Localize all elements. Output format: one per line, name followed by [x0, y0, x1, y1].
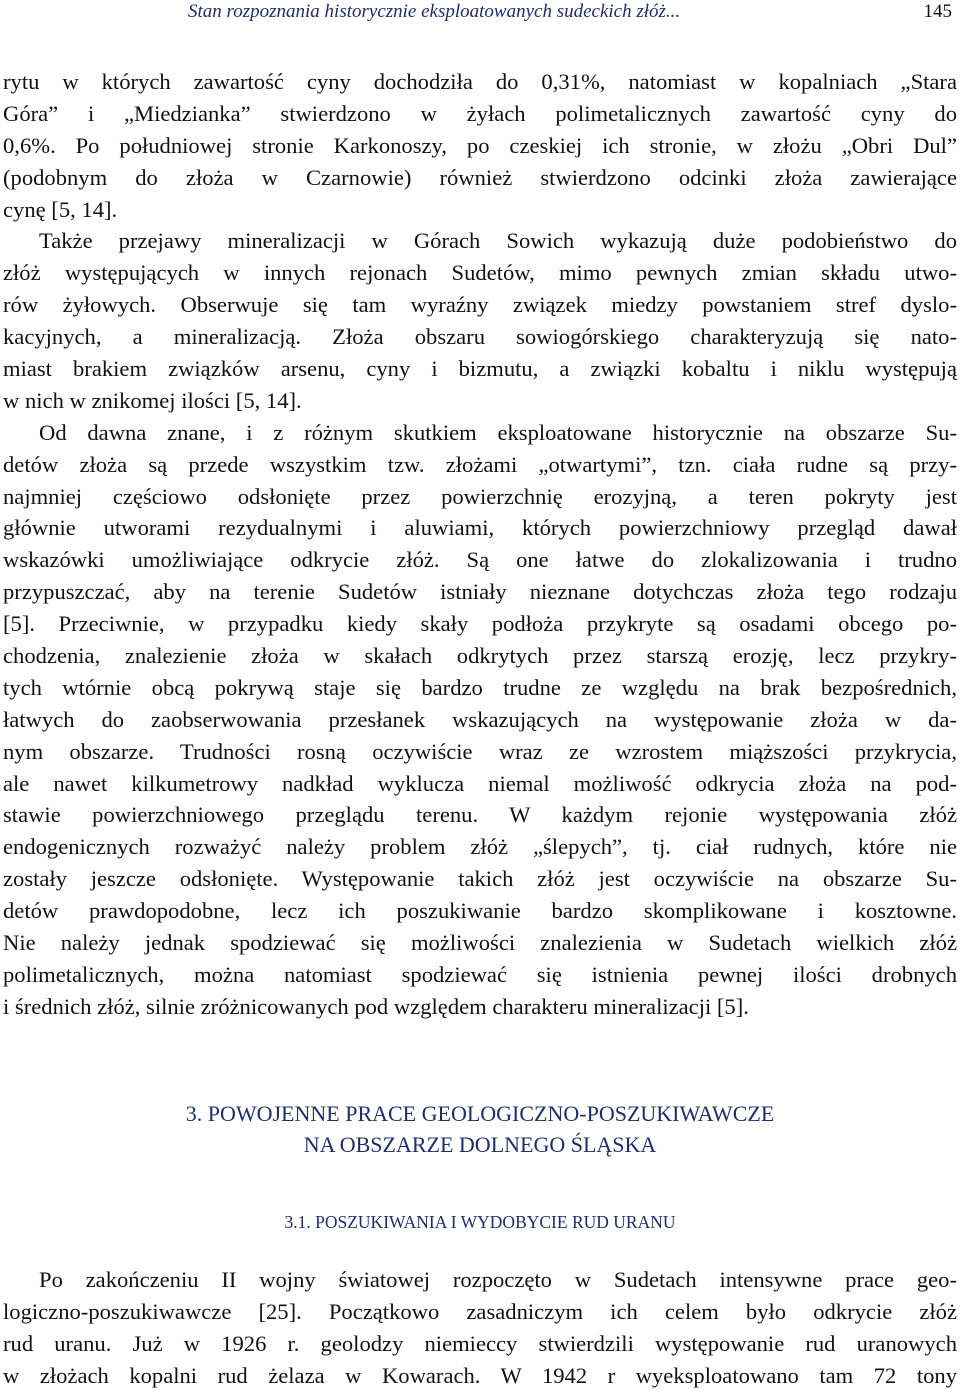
body-text: [3, 66, 957, 1023]
text-line: w nich w znikomej ilości [5, 14].: [3, 387, 302, 413]
text-line: chodzenia, znalezienie złoża w skałach odkrytych przez starszą erozję, lecz przykry-: [3, 643, 957, 669]
text-line: zostały jeszcze odsłonięte. Występowanie takich złóż jest oczywiście na obszarze Su-: [3, 866, 957, 892]
subsection-heading: 3.1. POSZUKIWANIA I WYDOBYCIE RUD URANU: [284, 1212, 676, 1232]
text-line: detów złoża są przede wszystkim tzw. złożami „otwartymi”, tzn. ciała rudne są przy-: [3, 451, 957, 477]
text-line: Góra” i „Miedzianka” stwierdzono w żyłach polimetalicznych zawartość cyny do: [3, 100, 957, 126]
page-number: 145: [923, 1, 952, 22]
text-line: polimetalicznych, można natomiast spodziewać się istnienia pewnej ilości drobnych: [3, 961, 957, 987]
text-line: w złożach kopalni rud żelaza w Kowarach. W 1942 r wyeksploatowano tam 72 tony: [3, 1362, 957, 1388]
text-line: endogenicznych rozważyć należy problem złóż „ślepych”, tj. ciał rudnych, które nie: [3, 834, 957, 860]
text-line: stawie powierzchniowego przeglądu terenu. W każdym rejonie występowania złóż: [3, 802, 957, 828]
text-line: (podobnym do złoża w Czarnowie) również stwierdzono odcinki złoża zawierające: [3, 164, 957, 190]
text-line: ale nawet kilkumetrowy nadkład wyklucza niemal możliwość odkrycia złoża na pod-: [3, 770, 957, 796]
text-line: rytu w których zawartość cyny dochodziła do 0,31%, natomiast w kopalniach „Stara: [3, 69, 957, 94]
text-line: rud uranu. Już w 1926 r. geolodzy niemieccy stwierdzili występowanie rud uranowych: [3, 1330, 957, 1356]
text-line: Nie należy jednak spodziewać się możliwości znalezienia w Sudetach wielkich złóż: [3, 930, 957, 956]
text-line: tych wtórnie obcą pokrywą staje się bardzo trudne ze względu na brak bezpośrednich,: [3, 674, 957, 700]
running-title: Stan rozpoznania historycznie eksploatowanych sudeckich złóż...: [188, 1, 681, 22]
text-line: rów żyłowych. Obserwuje się tam wyraźny związek miedzy powstaniem stref dyslo-: [3, 292, 957, 318]
text-line: logiczno-poszukiwawcze [25]. Początkowo zasadniczym ich celem było odkrycie złóż: [3, 1298, 957, 1324]
text-line: wskazówki umożliwiające odkrycie złóż. Są one łatwe do zlokalizowania i trudno: [3, 547, 957, 573]
text-line: nym obszarze. Trudności rosną oczywiście wraz ze wzrostem miąższości przykrycia,: [3, 738, 957, 764]
text-line: najmniej częściowo odsłonięte przez powierzchnię erozyjną, a teren pokryty jest: [3, 483, 957, 509]
running-head: [0, 0, 960, 28]
text-line: miast brakiem związków arsenu, cyny i bizmutu, a związki kobaltu i niklu występują: [3, 356, 957, 382]
text-line: głównie utworami rezydualnymi i aluwiami, których powierzchniowy przegląd dawał: [3, 515, 957, 541]
text-line: cynę [5, 14].: [3, 196, 118, 222]
text-line: przypuszczać, aby na terenie Sudetów istniały nieznane dotychczas złoża tego rodzaju: [3, 579, 957, 605]
text-line: detów prawdopodobne, lecz ich poszukiwanie bardzo skomplikowane i kosztowne.: [3, 898, 957, 924]
text-line: Także przejawy mineralizacji w Górach Sowich wykazują duże podobieństwo do: [39, 228, 957, 254]
text-line: Po zakończeniu II wojny światowej rozpoczęto w Sudetach intensywne prace geo-: [39, 1267, 957, 1292]
text-line: i średnich złóż, silnie zróżnicowanych pod względem charakteru mineralizacji [5].: [3, 993, 749, 1019]
section-body-text: [3, 1264, 957, 1392]
text-line: łatwych do zaobserwowania przesłanek wskazujących na występowanie złoża w da-: [3, 706, 957, 732]
section-heading: 3. POWOJENNE PRACE GEOLOGICZNO-POSZUKIWAWCZE: [185, 1101, 775, 1126]
section-heading-continued: NA OBSZARZE DOLNEGO ŚLĄSKA: [303, 1132, 657, 1157]
text-line: 0,6%. Po południowej stronie Karkonoszy, po czeskiej ich stronie, w złożu „Obri Dul”: [3, 132, 957, 158]
text-line: [5]. Przeciwnie, w przypadku kiedy skały podłoża przykryte są osadami obcego po-: [3, 611, 957, 637]
text-line: Od dawna znane, i z różnym skutkiem eksploatowane historycznie na obszarze Su-: [39, 419, 957, 445]
text-line: kacyjnych, a mineralizacją. Złoża obszaru sowiogórskiego charakteryzują się nato-: [3, 324, 957, 350]
text-line: złóż występujących w innych rejonach Sudetów, mimo pewnych zmian składu utwo-: [3, 260, 957, 286]
